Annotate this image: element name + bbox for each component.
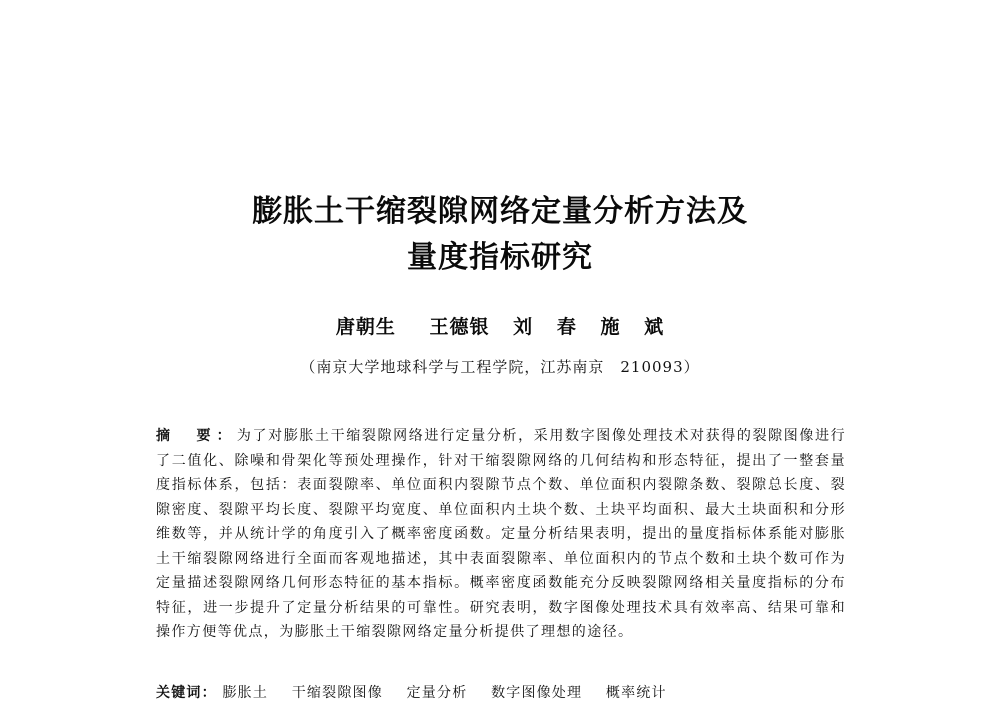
abstract-label: 摘 要： — [156, 428, 237, 444]
keywords — [156, 681, 856, 705]
keyword: 数字图像处理 — [491, 685, 583, 701]
paper-title-line-1: 膨胀土干缩裂隙网络定量分析方法及 — [252, 194, 748, 229]
author-name: 施 — [600, 316, 621, 338]
author-name: 唐朝生 — [335, 316, 396, 338]
author-name: 刘 — [513, 316, 534, 338]
keyword: 定量分析 — [406, 685, 468, 701]
paper-title-line-2: 量度指标研究 — [407, 240, 593, 275]
keyword: 干缩裂隙图像 — [291, 685, 383, 701]
keyword: 概率统计 — [605, 685, 667, 701]
author-name: 王德银 — [429, 316, 490, 338]
author-list — [0, 313, 1000, 341]
author-name: 斌 — [644, 316, 665, 338]
keyword: 膨胀土 — [222, 685, 269, 701]
abstract-text: 为了对膨胀土干缩裂隙网络进行定量分析，采用数字图像处理技术对获得的裂隙图像进行了二值化、除噪和骨架化等预处理操作，针对干缩裂隙网络的几何结构和形态特征，提出了一整套量度指标体系，包括：表面裂隙率、单位面积内裂隙节点个数、单位面积内裂隙条数、裂隙总长度、裂隙密度、裂隙平均长度、裂隙平均宽度、单位面积内土块个数、土块平均面积、最大土块面积和分形维数等，并从统计学的角度引入了概率密度函数。定量分析结果表明，提出的量度指标体系能对膨胀土干缩裂隙网络进行全面而客观地描述，其中表面裂隙率、单位面积内的节点个数和土块个数可作为定量描述裂隙网络几何形态特征的基本指标。概率密度函数能充分反映裂隙网络相关量度指标的分布特征，进一步提升了定量分析结果的可靠性。研究表明，数字图像处理技术具有效率高、结果可靠和操作方便等优点，为膨胀土干缩裂隙网络定量分析提供了理想的途径。 — [156, 428, 846, 640]
abstract — [156, 424, 846, 645]
affiliation: （南京大学地球科学与工程学院，江苏南京 210093） — [300, 358, 700, 376]
author-name: 春 — [556, 316, 577, 338]
keywords-label: 关键词： — [156, 685, 217, 701]
